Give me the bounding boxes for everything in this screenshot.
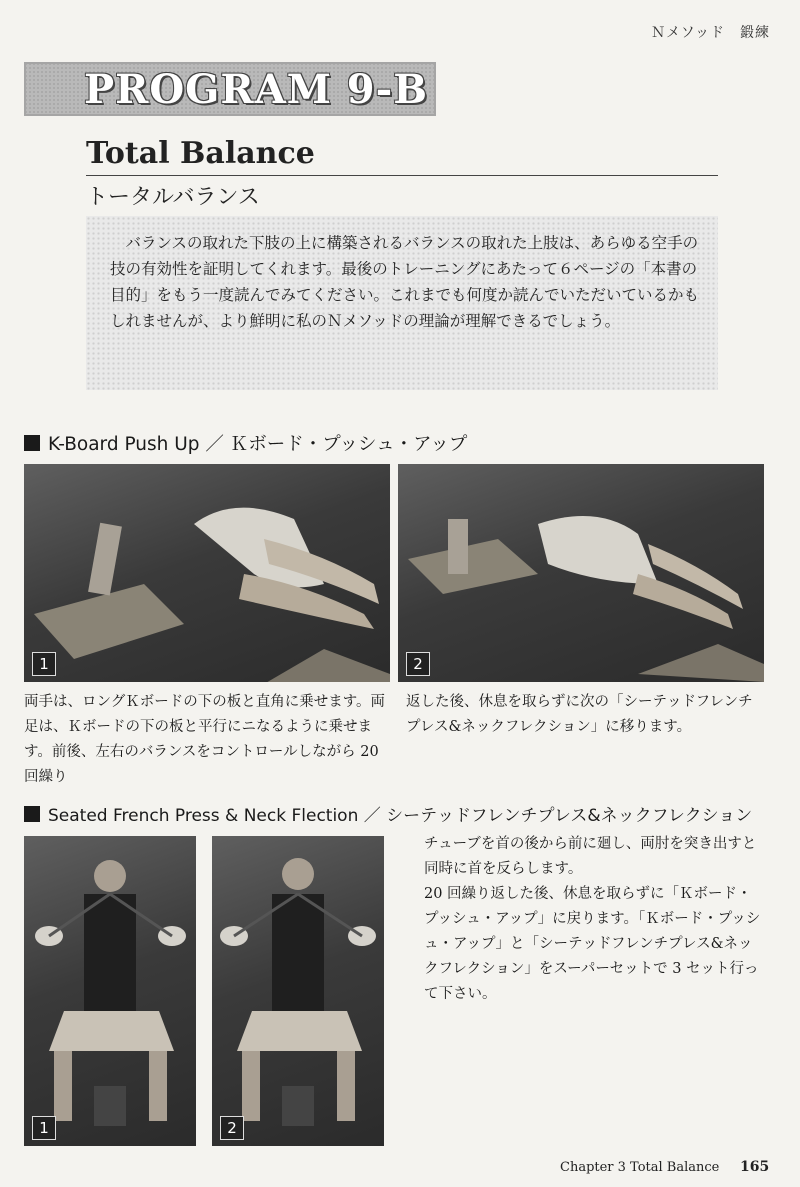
exercise-heading-seated xyxy=(24,801,752,826)
section-title: Total Balance xyxy=(86,136,315,171)
photo-label: 1 xyxy=(32,652,56,676)
page-number: 165 xyxy=(740,1159,770,1175)
square-bullet-icon xyxy=(24,806,40,822)
exercise1-text-left: 両手は、ロングＫボードの下の板と直角に乗せます。両足は、Ｋボードの下の板と平行にニなるように乗せます。前後、左右のバランスをコントロールしながら 20 回繰り xyxy=(24,694,386,785)
photo-seated-press-2 xyxy=(212,836,384,1146)
square-bullet-icon xyxy=(24,435,40,451)
exercise-heading-kboard xyxy=(24,430,467,456)
push-up-photo-icon xyxy=(398,464,764,682)
photo-kboard-pushup-1 xyxy=(24,464,390,682)
push-up-photo-icon xyxy=(24,464,390,682)
intro-text: バランスの取れた下肢の上に構築されるバランスの取れた上肢は、あらゆる空手の技の有効性を証明してくれます。最後のトレーニングにあたって６ページの「本書の目的」をもう一度読んでみてください。これまでも何度か読んでいただいているかもしれませんが、より鮮明に私のＮメソッドの理論が理解できるでしょう。 xyxy=(110,234,700,330)
footer-chapter: Chapter 3 Total Balance xyxy=(560,1160,720,1175)
photo-seated-press-1 xyxy=(24,836,196,1146)
program-title: PROGRAM 9-B xyxy=(84,66,429,113)
photo-label: 1 xyxy=(32,1116,56,1140)
running-header: Ｎメソッド 鍛練 xyxy=(651,25,770,41)
title-divider xyxy=(86,175,718,176)
photo-kboard-pushup-2 xyxy=(398,464,764,682)
section-subtitle: トータルバランス xyxy=(86,185,260,210)
exercise-heading-text: K-Board Push Up ／ Ｋボード・プッシュ・アップ xyxy=(48,434,468,455)
exercise2-text: チューブを首の後から前に廻し、両肘を突き出すと同時に首を反らします。 20 回繰り返した後、休息を取らずに「Ｋボード・プッシュ・アップ」に戻ります。「Ｋボード・プッシュ・アップ」と「シーテッドフレンチプレス&ネックフレクション」をスーパーセットで 3 セット行って下さい。 xyxy=(424,836,761,1002)
exercise-heading-text: Seated French Press & Neck Flection ／ シーテッドフレンチプレス&ネックフレクション xyxy=(48,806,753,826)
seated-press-photo-icon xyxy=(212,836,384,1146)
exercise1-text-right: 返した後、休息を取らずに次の「シーテッドフレンチプレス&ネックフレクション」に移ります。 xyxy=(406,694,753,735)
photo-label: 2 xyxy=(220,1116,244,1140)
photo-label: 2 xyxy=(406,652,430,676)
seated-press-photo-icon xyxy=(24,836,196,1146)
